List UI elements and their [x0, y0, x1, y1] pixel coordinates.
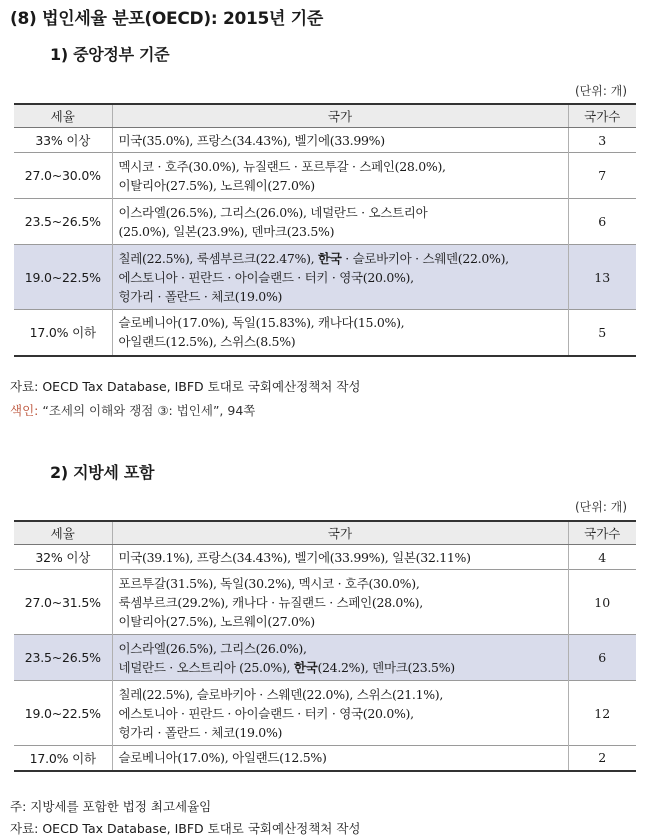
table1-source-label: 자료: — [10, 379, 39, 394]
country-text: 칠레(22.5%), 슬로바키아 · 스웨덴(22.0%), 스위스(21.1%), — [118, 686, 444, 702]
country-text: 포르투갈(31.5%), 독일(30.2%), 멕시코 · 호주(30.0%), — [118, 575, 420, 591]
table2-row — [14, 681, 636, 746]
countries-line — [119, 249, 562, 268]
countries-line — [119, 548, 562, 567]
countries-cell — [112, 570, 568, 635]
country-text: 이탈리아(27.5%), 노르웨이(27.0%) — [118, 613, 315, 629]
table1-subtitle: 1) 중앙정부 기준 — [50, 45, 170, 64]
country-text: (25.0%), 일본(23.9%), 덴마크(23.5%) — [118, 223, 335, 239]
count-cell: 5 — [568, 310, 636, 356]
rate-cell: 17.0% 이하 — [14, 746, 112, 771]
table2-row — [14, 746, 636, 771]
table1-row — [14, 199, 636, 245]
table1-index-label: 색인: — [10, 403, 39, 418]
country-text: 에스토니아 · 핀란드 · 아이슬랜드 · 터키 · 영국(20.0%), — [118, 705, 414, 721]
count-cell: 10 — [568, 570, 636, 635]
rate-cell: 19.0~22.5% — [14, 245, 112, 310]
country-korea-emphasis: 한국 — [318, 250, 342, 266]
count-cell: 2 — [568, 746, 636, 771]
country-text: 이탈리아(27.5%), 노르웨이(27.0%) — [118, 177, 315, 193]
countries-line — [119, 748, 562, 767]
countries-line — [119, 287, 562, 306]
table2-source-label: 자료: — [10, 821, 39, 836]
country-text: 이스라엘(26.5%), 그리스(26.0%), — [118, 640, 307, 656]
table2-note-text: 지방세를 포함한 법정 최고세율임 — [26, 799, 212, 814]
count-cell: 4 — [568, 545, 636, 570]
count-cell: 12 — [568, 681, 636, 746]
table1-row — [14, 245, 636, 310]
rate-cell: 32% 이상 — [14, 545, 112, 570]
rate-cell: 27.0~31.5% — [14, 570, 112, 635]
table1-source-text: OECD Tax Database, IBFD 토대로 국회예산정책처 작성 — [38, 379, 361, 394]
countries-cell — [112, 199, 568, 245]
table1-row — [14, 128, 636, 153]
table2 — [14, 520, 636, 772]
countries-line — [119, 658, 562, 677]
table2-note — [10, 797, 211, 815]
country-text: 멕시코 · 호주(30.0%), 뉴질랜드 · 포르투갈 · 스페인(28.0%), — [118, 158, 446, 174]
countries-line — [119, 593, 562, 612]
country-text: · 슬로바키아 · 스웨덴(22.0%), — [341, 250, 509, 266]
table1-index-text: “조세의 이해와 쟁점 ③: 법인세”, 94쪽 — [38, 403, 256, 418]
rate-cell: 19.0~22.5% — [14, 681, 112, 746]
countries-line — [119, 639, 562, 658]
countries-cell — [112, 635, 568, 681]
country-text: 미국(39.1%), 프랑스(34.43%), 벨기에(33.99%), 일본(32.11%) — [118, 549, 471, 565]
country-text: 슬로베니아(17.0%), 아일랜드(12.5%) — [118, 750, 327, 766]
country-text: (24.2%), 덴마크(23.5%) — [317, 659, 455, 675]
country-text: 슬로베니아(17.0%), 독일(15.83%), 캐나다(15.0%), — [118, 315, 405, 331]
country-text: 룩셈부르크(29.2%), 캐나다 · 뉴질랜드 · 스페인(28.0%), — [118, 594, 423, 610]
countries-line — [119, 203, 562, 222]
countries-line — [119, 176, 562, 195]
countries-cell — [112, 153, 568, 199]
table2-header-count: 국가수 — [568, 521, 636, 545]
countries-line — [119, 685, 562, 704]
table1-header-row — [14, 104, 636, 128]
table1 — [14, 103, 636, 357]
country-korea-emphasis: 한국 — [293, 659, 318, 675]
rate-cell: 27.0~30.0% — [14, 153, 112, 199]
countries-line — [119, 612, 562, 631]
country-text: 헝가리 · 폴란드 · 체코(19.0%) — [118, 724, 283, 740]
count-cell: 3 — [568, 128, 636, 153]
country-text: 칠레(22.5%), 룩셈부르크(22.47%), — [118, 250, 318, 266]
count-cell: 13 — [568, 245, 636, 310]
table2-header-country: 국가 — [112, 521, 568, 545]
table1-header-count: 국가수 — [568, 104, 636, 128]
count-cell: 7 — [568, 153, 636, 199]
countries-line — [119, 222, 562, 241]
count-cell: 6 — [568, 199, 636, 245]
countries-line — [119, 723, 562, 742]
table2-row — [14, 570, 636, 635]
country-text: 아일랜드(12.5%), 스위스(8.5%) — [118, 334, 296, 350]
table1-row — [14, 310, 636, 356]
table2-unit: (단위: 개) — [575, 500, 627, 514]
countries-line — [119, 131, 562, 150]
section-title: (8) 법인세율 분포(OECD): 2015년 기준 — [10, 9, 324, 29]
countries-cell — [112, 746, 568, 771]
countries-line — [119, 157, 562, 176]
countries-line — [119, 704, 562, 723]
table2-source — [10, 819, 361, 837]
table2-subtitle: 2) 지방세 포함 — [50, 463, 155, 482]
table2-header-rate: 세율 — [14, 521, 112, 545]
table1-index — [10, 401, 255, 419]
table2-row — [14, 545, 636, 570]
rate-cell: 17.0% 이하 — [14, 310, 112, 356]
table1-source — [10, 377, 361, 395]
country-text: 미국(35.0%), 프랑스(34.43%), 벨기에(33.99%) — [118, 132, 385, 148]
table1-header-rate: 세율 — [14, 104, 112, 128]
countries-line — [119, 268, 562, 287]
rate-cell: 23.5~26.5% — [14, 199, 112, 245]
table2-note-label: 주: — [10, 799, 27, 814]
country-text: 에스토니아 · 핀란드 · 아이슬랜드 · 터키 · 영국(20.0%), — [118, 269, 414, 285]
table1-header-country: 국가 — [112, 104, 568, 128]
country-text: 이스라엘(26.5%), 그리스(26.0%), 네덜란드 · 오스트리아 — [118, 204, 428, 220]
table2-header-row — [14, 521, 636, 545]
countries-cell — [112, 310, 568, 356]
table2-row — [14, 635, 636, 681]
count-cell: 6 — [568, 635, 636, 681]
countries-cell — [112, 681, 568, 746]
countries-line — [119, 313, 562, 332]
countries-cell — [112, 545, 568, 570]
countries-line — [119, 574, 562, 593]
countries-cell — [112, 128, 568, 153]
countries-line — [119, 332, 562, 351]
country-text: 헝가리 · 폴란드 · 체코(19.0%) — [118, 288, 283, 304]
rate-cell: 33% 이상 — [14, 128, 112, 153]
table2-source-text: OECD Tax Database, IBFD 토대로 국회예산정책처 작성 — [38, 821, 361, 836]
countries-cell — [112, 245, 568, 310]
rate-cell: 23.5~26.5% — [14, 635, 112, 681]
table1-row — [14, 153, 636, 199]
table1-unit: (단위: 개) — [575, 84, 627, 98]
country-text: 네덜란드 · 오스트리아 (25.0%), — [118, 659, 294, 675]
